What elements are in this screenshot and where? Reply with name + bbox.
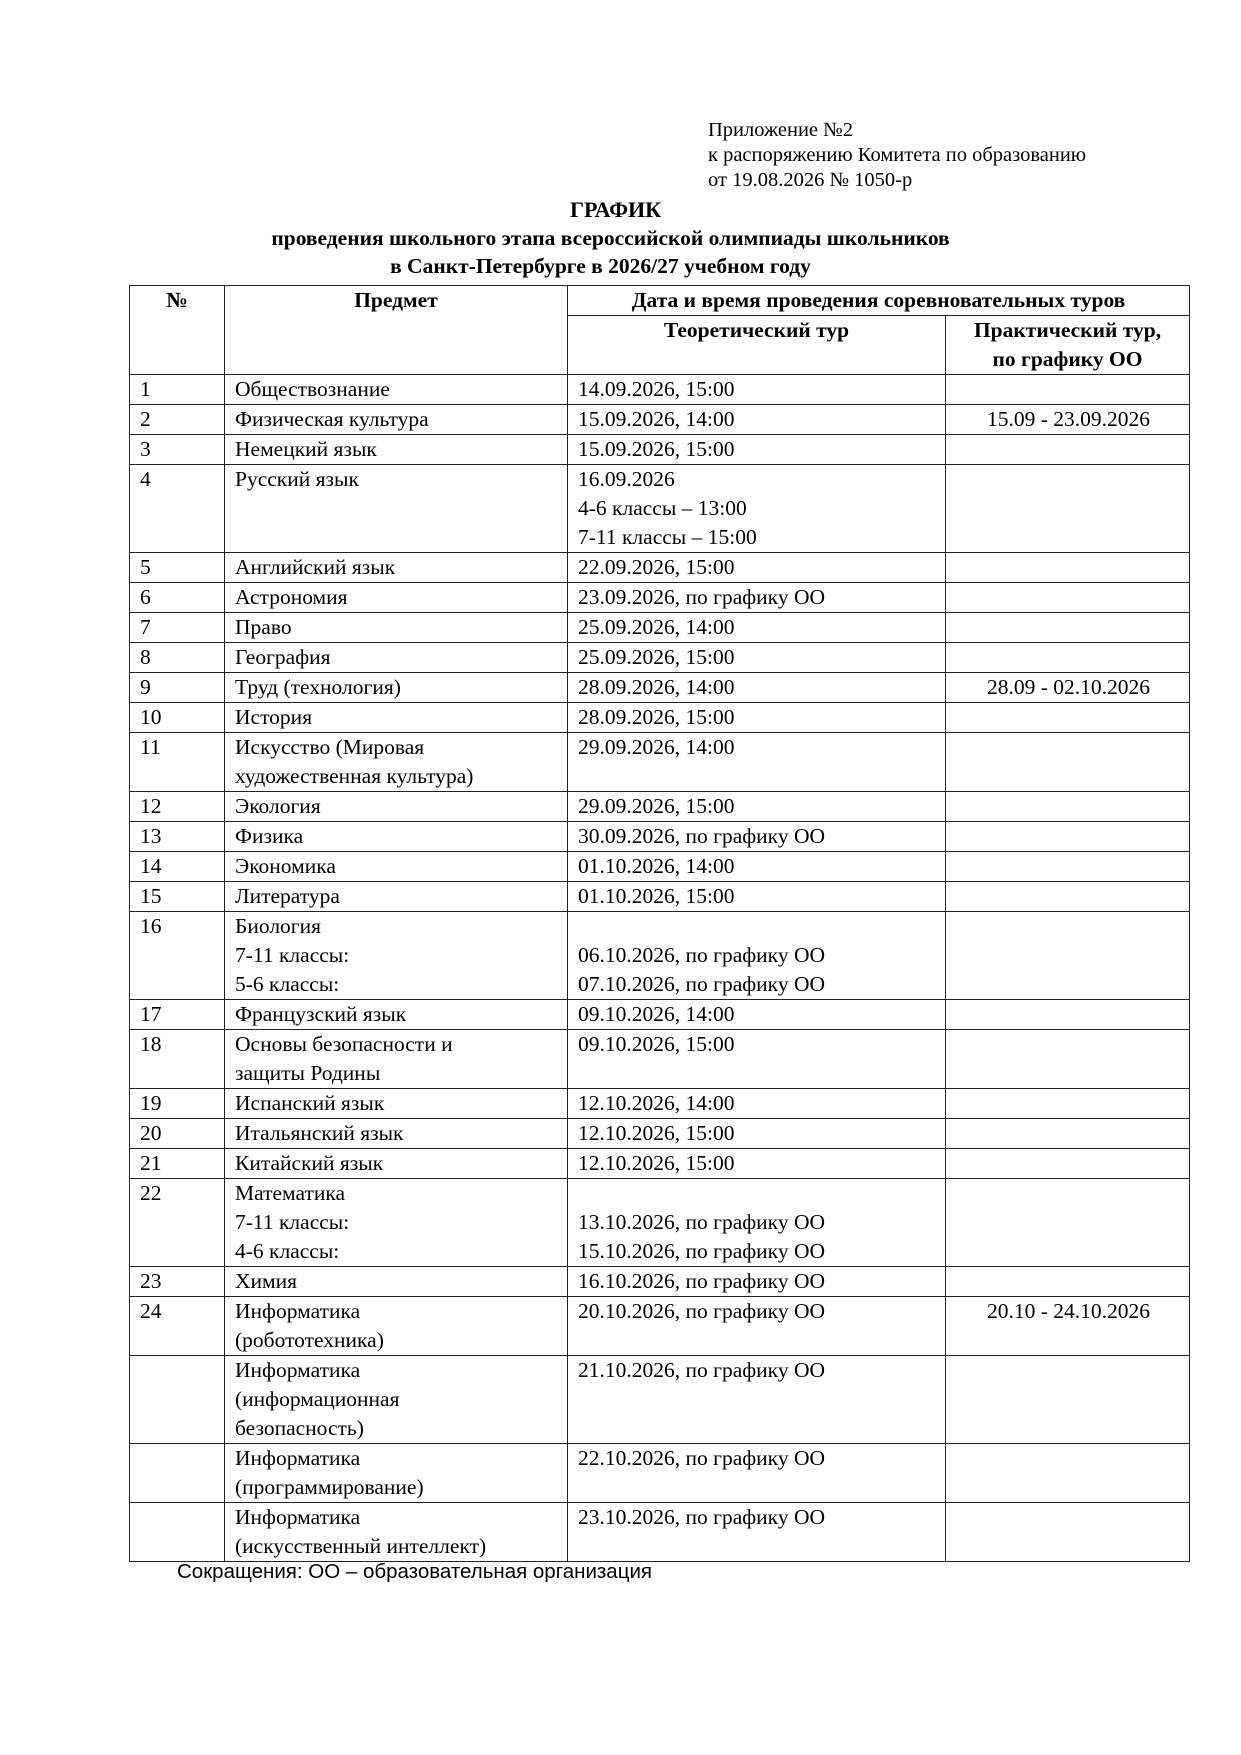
row-number: 21 bbox=[130, 1149, 225, 1179]
row-subject bbox=[225, 733, 568, 792]
theory-line: 23.09.2026, по графику ОО bbox=[578, 585, 825, 609]
subject-line: Биология bbox=[235, 914, 322, 938]
subject-line: (информационная bbox=[235, 1387, 400, 1411]
subject-line: Итальянский язык bbox=[235, 1121, 404, 1145]
row-subject bbox=[225, 1149, 568, 1179]
subject-line: защиты Родины bbox=[235, 1061, 381, 1085]
table-row bbox=[130, 792, 1190, 822]
row-theory-date bbox=[568, 1030, 946, 1089]
header-practice bbox=[946, 316, 1190, 375]
row-practice-dates bbox=[946, 583, 1190, 613]
table-row bbox=[130, 882, 1190, 912]
row-subject bbox=[225, 1089, 568, 1119]
row-practice-dates bbox=[946, 733, 1190, 792]
row-subject bbox=[225, 1000, 568, 1030]
header-row bbox=[130, 286, 1190, 316]
row-practice-dates bbox=[946, 703, 1190, 733]
row-practice-dates bbox=[946, 613, 1190, 643]
subject-line: Французский язык bbox=[235, 1002, 407, 1026]
row-theory-date bbox=[568, 1503, 946, 1562]
row-number: 1 bbox=[130, 375, 225, 405]
annex-block bbox=[708, 118, 1086, 193]
table-row bbox=[130, 643, 1190, 673]
row-subject bbox=[225, 673, 568, 703]
subject-line: Информатика bbox=[235, 1446, 361, 1470]
row-theory-date bbox=[568, 1089, 946, 1119]
row-practice-dates bbox=[946, 1179, 1190, 1267]
row-practice-dates bbox=[946, 1030, 1190, 1089]
row-number: 15 bbox=[130, 882, 225, 912]
theory-line: 15.10.2026, по графику ОО bbox=[578, 1239, 825, 1263]
row-theory-date bbox=[568, 822, 946, 852]
theory-line: 25.09.2026, 15:00 bbox=[578, 645, 735, 669]
table-row bbox=[130, 1089, 1190, 1119]
row-practice-dates bbox=[946, 1089, 1190, 1119]
row-subject bbox=[225, 912, 568, 1000]
theory-line: 01.10.2026, 15:00 bbox=[578, 884, 735, 908]
document-subtitle-year: в Санкт-Петербурге в 2026/27 учебном году bbox=[390, 254, 811, 278]
row-subject bbox=[225, 1179, 568, 1267]
theory-line: 29.09.2026, 14:00 bbox=[578, 735, 735, 759]
schedule-body bbox=[130, 375, 1190, 1562]
subject-line: (программирование) bbox=[235, 1475, 424, 1499]
theory-line bbox=[578, 912, 937, 941]
subject-line: Химия bbox=[235, 1269, 298, 1293]
table-row bbox=[130, 703, 1190, 733]
row-subject bbox=[225, 553, 568, 583]
subject-line: художественная культура) bbox=[235, 764, 474, 788]
table-row bbox=[130, 1356, 1190, 1444]
subject-line: Экономика bbox=[235, 854, 336, 878]
footnote: Сокращения: ОО – образовательная организация bbox=[177, 1560, 652, 1583]
theory-line: 13.10.2026, по графику ОО bbox=[578, 1210, 825, 1234]
theory-line: 12.10.2026, 14:00 bbox=[578, 1091, 735, 1115]
row-practice-dates: 20.10 - 24.10.2026 bbox=[946, 1297, 1190, 1356]
row-number: 14 bbox=[130, 852, 225, 882]
row-theory-date bbox=[568, 792, 946, 822]
row-theory-date bbox=[568, 405, 946, 435]
table-row bbox=[130, 553, 1190, 583]
row-theory-date bbox=[568, 1444, 946, 1503]
subject-line: Информатика bbox=[235, 1505, 361, 1529]
row-practice-dates bbox=[946, 1267, 1190, 1297]
document-subtitle: проведения школьного этапа всероссийской олимпиады школьников bbox=[271, 226, 950, 250]
row-subject bbox=[225, 465, 568, 553]
row-practice-dates bbox=[946, 643, 1190, 673]
row-theory-date bbox=[568, 1179, 946, 1267]
subject-line: (искусственный интеллект) bbox=[235, 1534, 487, 1558]
subject-line: Право bbox=[235, 615, 292, 639]
header-practice-line2: по графику ОО bbox=[992, 347, 1143, 371]
row-practice-dates bbox=[946, 553, 1190, 583]
theory-line: 28.09.2026, 14:00 bbox=[578, 675, 735, 699]
row-theory-date bbox=[568, 613, 946, 643]
subject-line: Основы безопасности и bbox=[235, 1032, 453, 1056]
row-number: 23 bbox=[130, 1267, 225, 1297]
row-theory-date bbox=[568, 1356, 946, 1444]
table-row bbox=[130, 1503, 1190, 1562]
theory-line: 4-6 классы – 13:00 bbox=[578, 496, 747, 520]
table-row bbox=[130, 583, 1190, 613]
row-practice-dates bbox=[946, 852, 1190, 882]
subject-line: Астрономия bbox=[235, 585, 348, 609]
row-number: 7 bbox=[130, 613, 225, 643]
table-row bbox=[130, 465, 1190, 553]
subject-line: 4-6 классы: bbox=[235, 1239, 340, 1263]
theory-line: 12.10.2026, 15:00 bbox=[578, 1121, 735, 1145]
row-theory-date bbox=[568, 673, 946, 703]
row-practice-dates bbox=[946, 435, 1190, 465]
row-practice-dates bbox=[946, 1356, 1190, 1444]
row-number: 20 bbox=[130, 1119, 225, 1149]
row-subject bbox=[225, 703, 568, 733]
header-date-group: Дата и время проведения соревновательных туров bbox=[568, 286, 1190, 316]
row-theory-date bbox=[568, 1267, 946, 1297]
row-theory-date bbox=[568, 733, 946, 792]
subject-line: Информатика bbox=[235, 1299, 361, 1323]
row-theory-date bbox=[568, 912, 946, 1000]
subject-line: 7-11 классы: bbox=[235, 943, 350, 967]
row-practice-dates bbox=[946, 1444, 1190, 1503]
theory-line: 15.09.2026, 15:00 bbox=[578, 437, 735, 461]
row-subject bbox=[225, 822, 568, 852]
row-number bbox=[130, 1503, 225, 1562]
header-theory: Теоретический тур bbox=[568, 316, 946, 375]
row-subject bbox=[225, 1030, 568, 1089]
table-row bbox=[130, 1297, 1190, 1356]
theory-line: 28.09.2026, 15:00 bbox=[578, 705, 735, 729]
row-theory-date bbox=[568, 643, 946, 673]
subject-line: Искусство (Мировая bbox=[235, 735, 425, 759]
row-subject bbox=[225, 1356, 568, 1444]
row-number: 4 bbox=[130, 465, 225, 553]
row-subject bbox=[225, 1444, 568, 1503]
subject-line: безопасность) bbox=[235, 1416, 364, 1440]
table-row bbox=[130, 1179, 1190, 1267]
header-num: № bbox=[130, 286, 225, 375]
annex-title: Приложение №2 bbox=[708, 119, 853, 141]
header-practice-line1: Практический тур, bbox=[973, 318, 1162, 342]
theory-line: 07.10.2026, по графику ОО bbox=[578, 972, 825, 996]
subject-line: История bbox=[235, 705, 313, 729]
row-subject bbox=[225, 1267, 568, 1297]
row-practice-dates bbox=[946, 1000, 1190, 1030]
row-number bbox=[130, 1444, 225, 1503]
row-subject bbox=[225, 435, 568, 465]
row-theory-date bbox=[568, 583, 946, 613]
theory-line: 16.10.2026, по графику ОО bbox=[578, 1269, 825, 1293]
row-number: 17 bbox=[130, 1000, 225, 1030]
table-row bbox=[130, 1000, 1190, 1030]
subject-line: Физическая культура bbox=[235, 407, 429, 431]
row-practice-dates: 15.09 - 23.09.2026 bbox=[946, 405, 1190, 435]
subject-line: География bbox=[235, 645, 331, 669]
row-number: 16 bbox=[130, 912, 225, 1000]
row-theory-date bbox=[568, 375, 946, 405]
theory-line: 09.10.2026, 14:00 bbox=[578, 1002, 735, 1026]
subject-line: Физика bbox=[235, 824, 304, 848]
table-row bbox=[130, 912, 1190, 1000]
row-subject bbox=[225, 1297, 568, 1356]
row-theory-date bbox=[568, 703, 946, 733]
theory-line: 23.10.2026, по графику ОО bbox=[578, 1505, 825, 1529]
row-number: 8 bbox=[130, 643, 225, 673]
subject-line: Литература bbox=[235, 884, 340, 908]
row-number: 10 bbox=[130, 703, 225, 733]
theory-line: 20.10.2026, по графику ОО bbox=[578, 1299, 825, 1323]
table-row bbox=[130, 405, 1190, 435]
row-theory-date bbox=[568, 882, 946, 912]
table-row bbox=[130, 613, 1190, 643]
annex-order-ref: к распоряжению Комитета по образованию bbox=[708, 144, 1087, 166]
row-subject bbox=[225, 1119, 568, 1149]
subject-line: 5-6 классы: bbox=[235, 972, 340, 996]
table-row bbox=[130, 1119, 1190, 1149]
row-practice-dates bbox=[946, 822, 1190, 852]
subject-line: Китайский язык bbox=[235, 1151, 384, 1175]
row-number: 5 bbox=[130, 553, 225, 583]
table-row bbox=[130, 673, 1190, 703]
row-practice-dates bbox=[946, 792, 1190, 822]
schedule-table bbox=[129, 285, 1190, 1562]
row-number: 12 bbox=[130, 792, 225, 822]
row-practice-dates bbox=[946, 465, 1190, 553]
row-number bbox=[130, 1356, 225, 1444]
subject-line: Труд (технология) bbox=[235, 675, 401, 699]
theory-line: 14.09.2026, 15:00 bbox=[578, 377, 735, 401]
subject-line: Английский язык bbox=[235, 555, 396, 579]
table-row bbox=[130, 1267, 1190, 1297]
subject-line: Испанский язык bbox=[235, 1091, 385, 1115]
table-row bbox=[130, 375, 1190, 405]
table-row bbox=[130, 822, 1190, 852]
row-theory-date bbox=[568, 1149, 946, 1179]
row-theory-date bbox=[568, 465, 946, 553]
row-theory-date bbox=[568, 852, 946, 882]
subject-line: (робототехника) bbox=[235, 1328, 384, 1352]
theory-line: 01.10.2026, 14:00 bbox=[578, 854, 735, 878]
row-theory-date bbox=[568, 1000, 946, 1030]
row-subject bbox=[225, 613, 568, 643]
theory-line: 29.09.2026, 15:00 bbox=[578, 794, 735, 818]
row-practice-dates bbox=[946, 1119, 1190, 1149]
row-practice-dates bbox=[946, 912, 1190, 1000]
row-number: 3 bbox=[130, 435, 225, 465]
row-number: 6 bbox=[130, 583, 225, 613]
subject-line: Информатика bbox=[235, 1358, 361, 1382]
theory-line bbox=[578, 1179, 937, 1208]
row-number: 22 bbox=[130, 1179, 225, 1267]
theory-line: 22.10.2026, по графику ОО bbox=[578, 1446, 825, 1470]
subject-line: Обществознание bbox=[235, 377, 390, 401]
theory-line: 30.09.2026, по графику ОО bbox=[578, 824, 825, 848]
table-row bbox=[130, 733, 1190, 792]
row-number: 9 bbox=[130, 673, 225, 703]
theory-line: 09.10.2026, 15:00 bbox=[578, 1032, 735, 1056]
row-theory-date bbox=[568, 1119, 946, 1149]
row-practice-dates: 28.09 - 02.10.2026 bbox=[946, 673, 1190, 703]
table-row bbox=[130, 852, 1190, 882]
table-row bbox=[130, 1444, 1190, 1503]
row-practice-dates bbox=[946, 882, 1190, 912]
row-theory-date bbox=[568, 435, 946, 465]
subject-line: 7-11 классы: bbox=[235, 1210, 350, 1234]
document-title: ГРАФИК bbox=[569, 197, 662, 222]
theory-line: 25.09.2026, 14:00 bbox=[578, 615, 735, 639]
row-practice-dates bbox=[946, 1149, 1190, 1179]
row-number: 2 bbox=[130, 405, 225, 435]
table-row bbox=[130, 1149, 1190, 1179]
row-number: 19 bbox=[130, 1089, 225, 1119]
row-subject bbox=[225, 405, 568, 435]
row-subject bbox=[225, 882, 568, 912]
subject-line: Экология bbox=[235, 794, 321, 818]
document-heading bbox=[0, 196, 1241, 280]
subject-line: Русский язык bbox=[235, 467, 359, 491]
row-number: 11 bbox=[130, 733, 225, 792]
row-number: 24 bbox=[130, 1297, 225, 1356]
row-number: 13 bbox=[130, 822, 225, 852]
annex-order-date: от 19.08.2026 № 1050-р bbox=[708, 169, 913, 191]
theory-line: 12.10.2026, 15:00 bbox=[578, 1151, 735, 1175]
theory-line: 22.09.2026, 15:00 bbox=[578, 555, 735, 579]
table-row bbox=[130, 1030, 1190, 1089]
header-subject: Предмет bbox=[225, 286, 568, 375]
row-subject bbox=[225, 852, 568, 882]
row-theory-date bbox=[568, 1297, 946, 1356]
row-subject bbox=[225, 792, 568, 822]
theory-line: 21.10.2026, по графику ОО bbox=[578, 1358, 825, 1382]
row-subject bbox=[225, 643, 568, 673]
row-number: 18 bbox=[130, 1030, 225, 1089]
theory-line: 06.10.2026, по графику ОО bbox=[578, 943, 825, 967]
theory-line: 7-11 классы – 15:00 bbox=[578, 525, 757, 549]
row-theory-date bbox=[568, 553, 946, 583]
row-subject bbox=[225, 1503, 568, 1562]
row-practice-dates bbox=[946, 375, 1190, 405]
table-row bbox=[130, 435, 1190, 465]
theory-line: 15.09.2026, 14:00 bbox=[578, 407, 735, 431]
row-subject bbox=[225, 583, 568, 613]
subject-line: Математика bbox=[235, 1181, 346, 1205]
subject-line: Немецкий язык bbox=[235, 437, 377, 461]
theory-line: 16.09.2026 bbox=[578, 467, 675, 491]
row-subject bbox=[225, 375, 568, 405]
row-practice-dates bbox=[946, 1503, 1190, 1562]
